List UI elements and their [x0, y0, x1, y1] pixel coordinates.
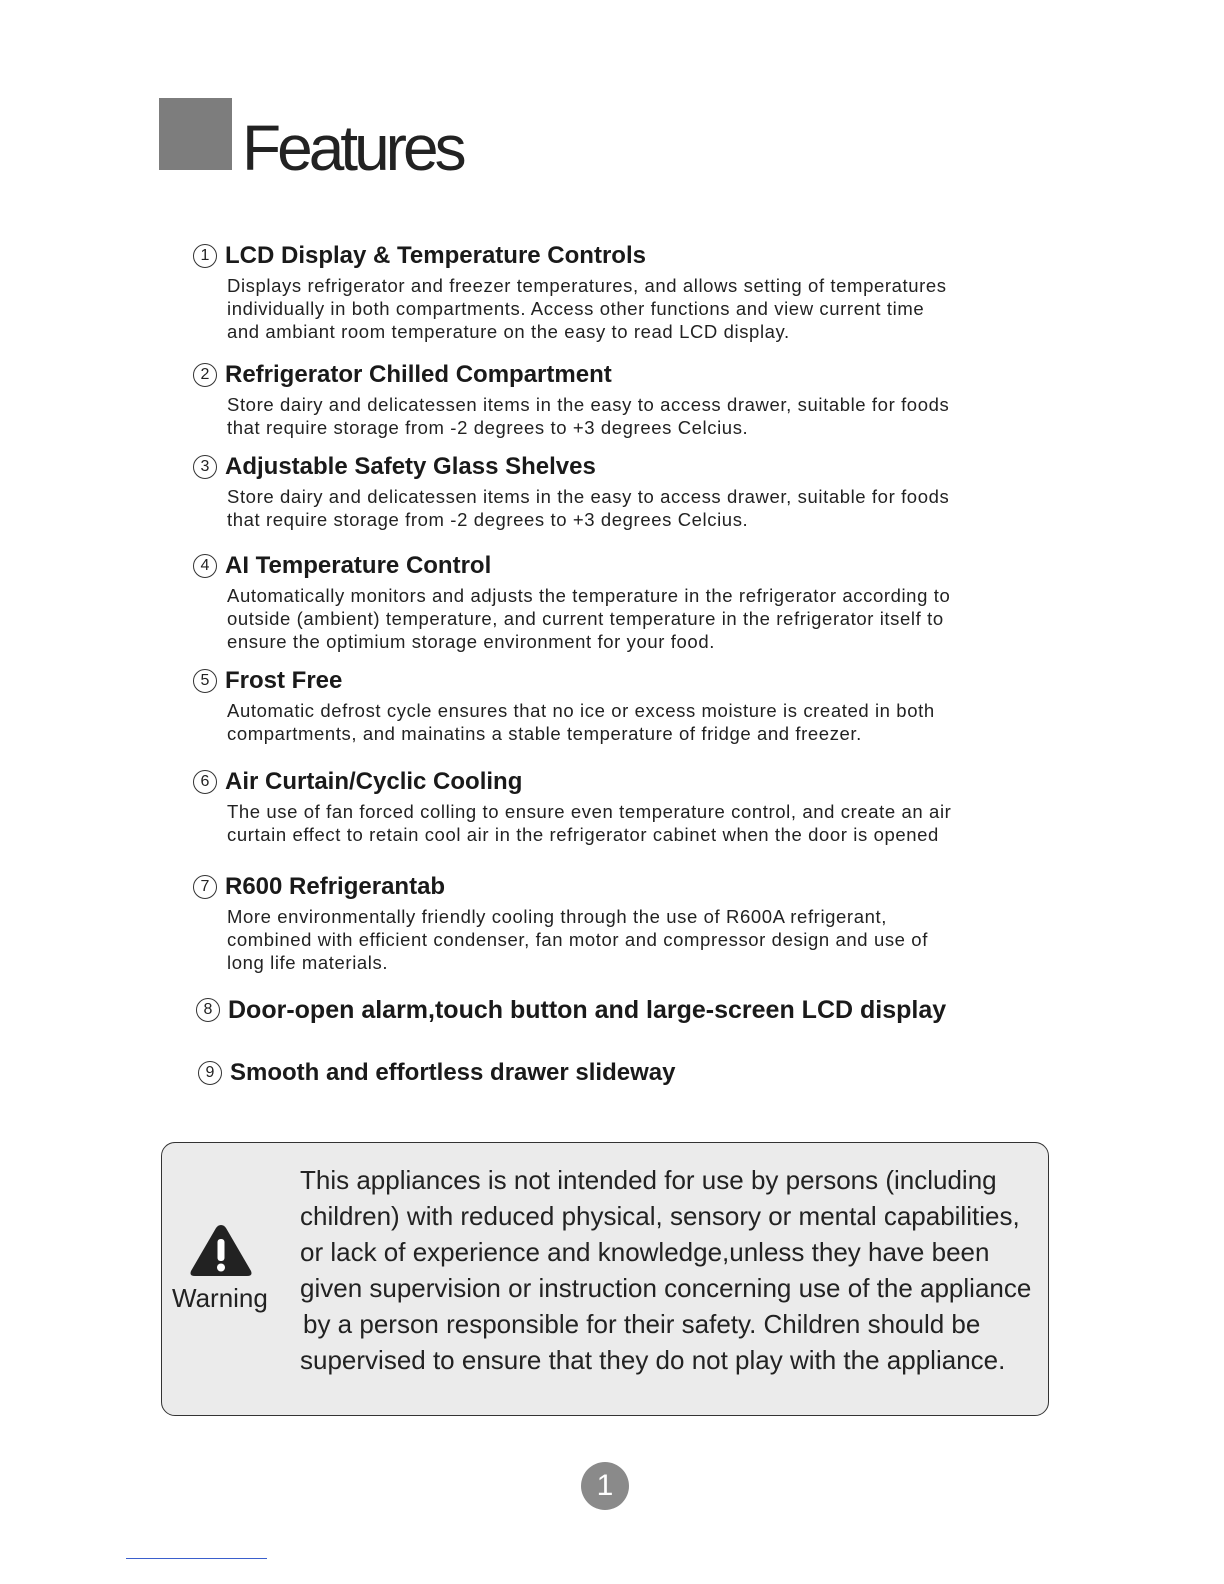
description-line: individually in both compartments. Access other functions and view current time — [227, 298, 925, 319]
feature-title: Frost Free — [225, 667, 343, 694]
page-number-badge: 1 — [581, 1462, 629, 1510]
feature-number-badge: 7 — [193, 875, 217, 899]
feature-description — [227, 584, 1057, 653]
feature-heading — [198, 1057, 1078, 1089]
feature-title: Air Curtain/Cyclic Cooling — [225, 768, 523, 795]
warning-line: This appliances is not intended for use by persons (including — [300, 1165, 997, 1195]
feature-number-badge: 1 — [193, 244, 217, 268]
feature-description — [227, 485, 1057, 531]
feature-heading — [193, 665, 1073, 697]
feature-description — [227, 393, 1057, 439]
feature-title: Door-open alarm,touch button and large-screen LCD display — [228, 995, 947, 1024]
description-line: More environmentally friendly cooling through the use of R600A refrigerant, — [227, 906, 887, 927]
warning-line: supervised to ensure that they do not play with the appliance. — [300, 1345, 1006, 1375]
description-line: outside (ambient) temperature, and current temperature in the refrigerator itself to — [227, 608, 944, 629]
feature-heading — [193, 359, 1073, 391]
page-title: Features — [242, 112, 463, 184]
feature-item — [193, 550, 1073, 653]
description-line: combined with efficient condenser, fan motor and compressor design and use of — [227, 929, 928, 950]
description-line: Store dairy and delicatessen items in the easy to access drawer, suitable for foods — [227, 486, 950, 507]
feature-item — [196, 994, 1076, 1026]
feature-item — [198, 1057, 1078, 1089]
description-line: Automatically monitors and adjusts the temperature in the refrigerator according to — [227, 585, 951, 606]
warning-text — [300, 1162, 1060, 1378]
feature-number-badge: 4 — [193, 554, 217, 578]
feature-heading — [193, 550, 1073, 582]
feature-number-badge: 5 — [193, 669, 217, 693]
description-line: ensure the optimium storage environment for your food. — [227, 631, 715, 652]
feature-heading — [196, 994, 1076, 1026]
feature-number-badge: 8 — [196, 998, 220, 1022]
feature-title: Smooth and effortless drawer slideway — [230, 1059, 676, 1086]
feature-number-badge: 9 — [198, 1061, 222, 1085]
description-line: long life materials. — [227, 952, 389, 973]
feature-item — [193, 766, 1073, 846]
feature-title: Refrigerator Chilled Compartment — [225, 361, 612, 388]
feature-number-badge: 2 — [193, 363, 217, 387]
description-line: Automatic defrost cycle ensures that no ice or excess moisture is created in both — [227, 700, 935, 721]
feature-description — [227, 905, 1057, 974]
warning-line: by a person responsible for their safety. Children should be — [303, 1309, 981, 1339]
feature-item — [193, 359, 1073, 439]
description-line: Store dairy and delicatessen items in the easy to access drawer, suitable for foods — [227, 394, 950, 415]
feature-item — [193, 451, 1073, 531]
feature-title: R600 Refrigerantab — [225, 873, 446, 900]
feature-item — [193, 240, 1073, 343]
feature-heading — [193, 240, 1073, 272]
feature-number-badge: 6 — [193, 770, 217, 794]
description-line: that require storage from -2 degrees to +3 degrees Celcius. — [227, 417, 749, 438]
description-line: The use of fan forced colling to ensure even temperature control, and create an air — [227, 801, 952, 822]
feature-title: Adjustable Safety Glass Shelves — [225, 453, 596, 480]
warning-line: given supervision or instruction concerning use of the appliance — [300, 1273, 1032, 1303]
feature-description — [227, 800, 1057, 846]
feature-heading — [193, 766, 1073, 798]
description-line: Displays refrigerator and freezer temperatures, and allows setting of temperatures — [227, 275, 947, 296]
description-line: and ambiant room temperature on the easy to read LCD display. — [227, 321, 790, 342]
warning-label: Warning — [172, 1283, 268, 1313]
feature-description — [227, 274, 1057, 343]
feature-title: LCD Display & Temperature Controls — [225, 242, 646, 269]
feature-title: AI Temperature Control — [225, 552, 492, 579]
description-line: compartments, and mainatins a stable temperature of fridge and freezer. — [227, 723, 862, 744]
feature-item — [193, 665, 1073, 745]
feature-heading — [193, 871, 1073, 903]
footer-divider — [126, 1558, 267, 1559]
warning-line: or lack of experience and knowledge,unless they have been — [300, 1237, 990, 1267]
feature-heading — [193, 451, 1073, 483]
warning-triangle-icon — [189, 1222, 253, 1278]
warning-line: children) with reduced physical, sensory or mental capabilities, — [300, 1201, 1020, 1231]
feature-description — [227, 699, 1057, 745]
feature-number-badge: 3 — [193, 455, 217, 479]
description-line: curtain effect to retain cool air in the refrigerator cabinet when the door is opened — [227, 824, 939, 845]
description-line: that require storage from -2 degrees to +3 degrees Celcius. — [227, 509, 749, 530]
feature-item — [193, 871, 1073, 974]
